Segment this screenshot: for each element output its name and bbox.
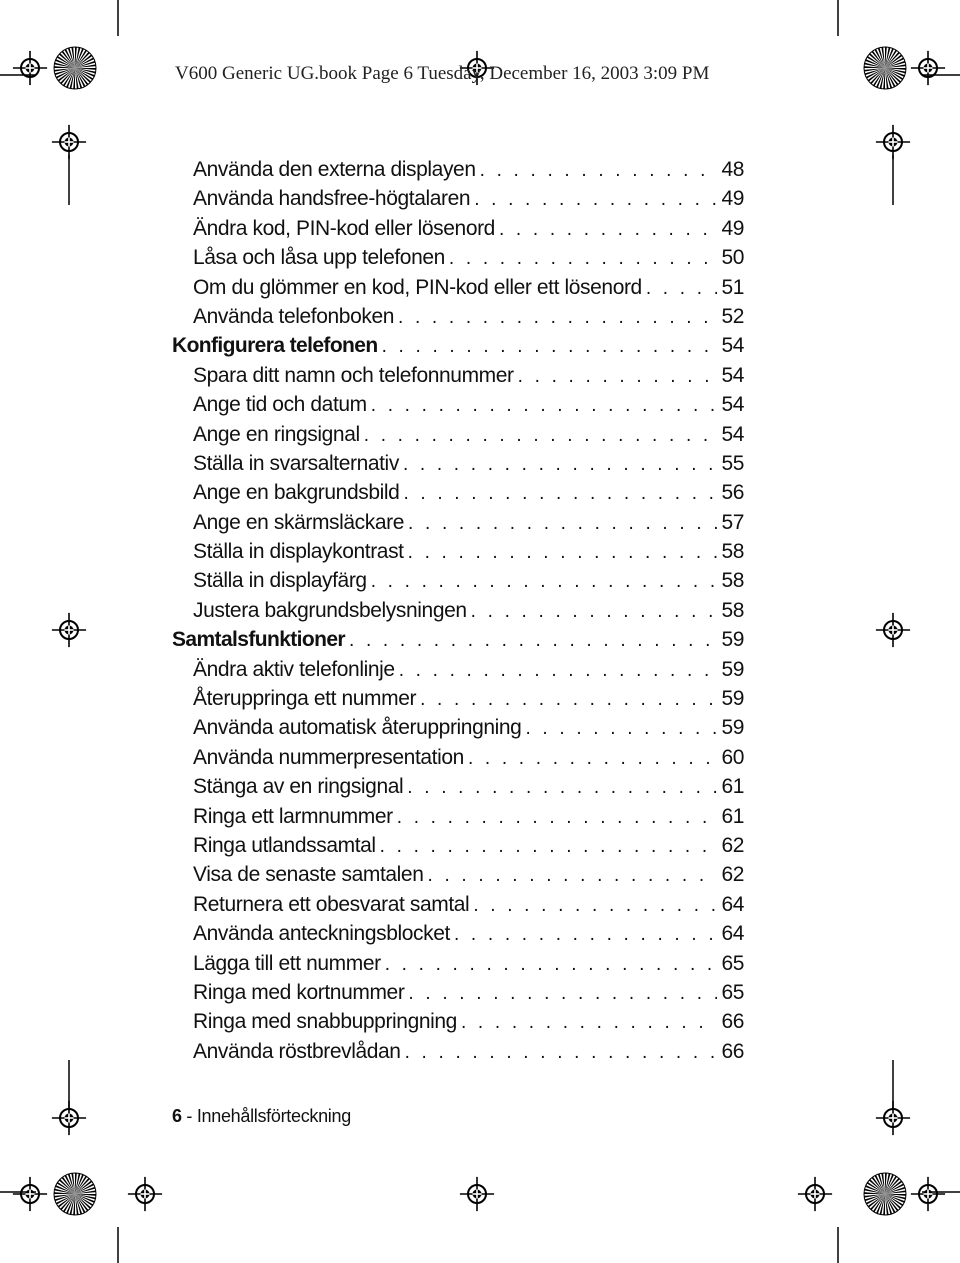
toc-entry-row[interactable] [172, 452, 744, 481]
dot-leader [371, 395, 718, 417]
toc-entry-title: Justera bakgrundsbelysningen [193, 598, 467, 622]
toc-entry-row[interactable] [172, 1010, 744, 1039]
toc-entry-row[interactable] [172, 393, 744, 422]
dot-leader [382, 336, 718, 358]
toc-entry-row[interactable] [172, 746, 744, 775]
toc-entry-title: Ändra aktiv telefonlinje [193, 657, 395, 681]
toc-entry-title: Låsa och låsa upp telefonen [193, 246, 445, 270]
toc-entry-row[interactable] [172, 423, 744, 452]
toc-entry-title: Visa de senaste samtalen [193, 863, 424, 887]
toc-entry-page: 48 [721, 158, 744, 181]
toc-entry-page: 59 [721, 716, 744, 740]
toc-entry-title: Spara ditt namn och telefonnummer [193, 363, 514, 387]
registration-mark-mid-right [876, 613, 910, 647]
dot-leader [405, 1042, 718, 1064]
registration-mark-bottom-left [13, 1177, 47, 1211]
toc-entry-row[interactable] [172, 805, 744, 834]
dot-leader [474, 189, 717, 211]
dot-leader [385, 954, 718, 976]
toc-entry-row[interactable] [172, 893, 744, 922]
toc-entry-title: Ange en skärmsläckare [193, 510, 405, 534]
toc-entry-title: Använda röstbrevlådan [193, 1039, 401, 1063]
toc-entry-page: 50 [721, 246, 744, 270]
dot-leader [518, 366, 718, 388]
dot-leader [525, 718, 717, 740]
toc-entry-title: Ange tid och datum [193, 393, 367, 417]
footer-section-title: Innehållsförteckning [196, 1106, 351, 1126]
toc-entry-row[interactable] [172, 952, 744, 981]
toc-entry-row[interactable] [172, 540, 744, 569]
star-target-bottom-right [864, 1173, 906, 1215]
toc-entry-row[interactable] [172, 364, 744, 393]
toc-entry-title: Lägga till ett nummer [193, 951, 381, 975]
dot-leader [646, 278, 718, 300]
toc-entry-page: 49 [721, 216, 744, 240]
toc-entry-page: 56 [721, 481, 744, 505]
registration-mark-lower-right [876, 1101, 910, 1135]
page-footer [172, 1106, 351, 1127]
toc-entry-title: Ringa med snabbuppringning [193, 1010, 457, 1034]
footer-page-number: 6 [172, 1106, 182, 1126]
toc-entry-page: 58 [721, 569, 744, 593]
toc-entry-row[interactable] [172, 1040, 744, 1069]
toc-entry-page: 59 [721, 628, 744, 652]
toc-entry-row[interactable] [172, 305, 744, 334]
star-target-bottom-left [54, 1173, 96, 1215]
toc-entry-title: Samtalsfunktioner [172, 628, 346, 652]
registration-mark-bottom-center [460, 1177, 494, 1211]
toc-entry-page: 64 [721, 922, 744, 946]
toc-entry-row[interactable] [172, 863, 744, 892]
toc-entry-title: Ändra kod, PIN-kod eller lösenord [193, 216, 495, 240]
dot-leader [473, 895, 717, 917]
toc-entry-title: Ställa in displaykontrast [193, 540, 404, 564]
star-target-top-right [864, 47, 906, 89]
dot-leader [397, 807, 718, 829]
toc-entry-page: 61 [721, 804, 744, 828]
toc-entry-page: 59 [721, 657, 744, 681]
registration-mark-lower-left [52, 1101, 86, 1135]
toc-entry-page: 51 [721, 275, 744, 299]
toc-entry-page: 66 [721, 1039, 744, 1063]
toc-entry-title: Ange en bakgrundsbild [193, 481, 400, 505]
toc-entry-page: 52 [721, 304, 744, 328]
dot-leader [428, 865, 718, 887]
registration-mark-top-left [13, 51, 47, 85]
toc-entry-title: Använda automatisk återuppringning [193, 716, 522, 740]
toc-entry-title: Ringa ett larmnummer [193, 804, 393, 828]
dot-leader [480, 160, 718, 182]
toc-entry-row[interactable] [172, 658, 744, 687]
toc-entry-page: 62 [721, 863, 744, 887]
dot-leader [403, 483, 717, 505]
toc-entry-title: Använda den externa displayen [193, 158, 476, 181]
registration-mark-upper-left [52, 125, 86, 159]
dot-leader [398, 307, 717, 329]
registration-mark-bottom-inner-right [798, 1177, 832, 1211]
toc-entry-row[interactable] [172, 716, 744, 745]
toc-entry-title: Ange en ringsignal [193, 422, 360, 446]
dot-leader [454, 924, 717, 946]
toc-section-row[interactable] [172, 334, 744, 363]
toc-entry-row[interactable] [172, 511, 744, 540]
toc-entry-row[interactable] [172, 981, 744, 1010]
registration-mark-mid-left [52, 613, 86, 647]
toc-entry-page: 54 [721, 422, 744, 446]
dot-leader [461, 1012, 717, 1034]
toc-entry-row[interactable] [172, 569, 744, 598]
dot-leader [408, 983, 717, 1005]
toc-entry-row[interactable] [172, 187, 744, 216]
toc-entry-row[interactable] [172, 775, 744, 804]
toc-entry-title: Använda handsfree-högtalaren [193, 187, 471, 211]
toc-entry-page: 66 [721, 1010, 744, 1034]
toc-entry-title: Återuppringa ett nummer [193, 687, 417, 711]
registration-mark-bottom-inner-left [128, 1177, 162, 1211]
toc-entry-page: 57 [721, 510, 744, 534]
toc-entry-row[interactable] [172, 217, 744, 246]
toc-entry-title: Ställa in svarsalternativ [193, 451, 399, 475]
toc-entry-title: Använda telefonboken [193, 304, 395, 328]
dot-leader [420, 689, 717, 711]
toc-entry-title: Ställa in displayfärg [193, 569, 367, 593]
toc-entry-page: 64 [721, 892, 744, 916]
star-target-top-left [54, 47, 96, 89]
dot-leader [399, 660, 718, 682]
dot-leader [403, 454, 718, 476]
registration-mark-upper-right [876, 125, 910, 159]
toc-entry-title: Ringa med kortnummer [193, 980, 405, 1004]
toc-entry-title: Returnera ett obesvarat samtal [193, 892, 470, 916]
toc-entry-page: 65 [721, 980, 744, 1004]
dot-leader [408, 542, 718, 564]
dot-leader [468, 748, 718, 770]
dot-leader [380, 836, 718, 858]
toc-entry-row[interactable] [172, 687, 744, 716]
toc-entry-page: 59 [721, 687, 744, 711]
toc-entry-page: 49 [721, 187, 744, 211]
dot-leader [407, 777, 717, 799]
toc-entry-page: 54 [721, 334, 744, 358]
table-of-contents [172, 158, 744, 1069]
dot-leader [471, 601, 718, 623]
toc-entry-page: 58 [721, 540, 744, 564]
dot-leader [449, 248, 718, 270]
toc-entry-row[interactable] [172, 481, 744, 510]
toc-entry-row[interactable] [172, 276, 744, 305]
toc-section-row[interactable] [172, 628, 744, 657]
toc-entry-page: 54 [721, 393, 744, 417]
toc-entry-page: 54 [721, 363, 744, 387]
toc-entry-row[interactable] [172, 834, 744, 863]
toc-entry-title: Om du glömmer en kod, PIN-kod eller ett lösenord [193, 275, 642, 299]
dot-leader [408, 513, 717, 535]
toc-entry-title: Använda nummerpresentation [193, 745, 464, 769]
toc-entry-row[interactable] [172, 599, 744, 628]
toc-entry-title: Ringa utlandssamtal [193, 833, 376, 857]
registration-mark-top-right [911, 51, 945, 85]
dot-leader [371, 571, 718, 593]
registration-mark-bottom-right [911, 1177, 945, 1211]
toc-entry-page: 55 [721, 451, 744, 475]
toc-entry-row[interactable] [172, 922, 744, 951]
dot-leader [349, 630, 717, 652]
toc-entry-page: 60 [721, 745, 744, 769]
toc-entry-title: Använda anteckningsblocket [193, 922, 450, 946]
dot-leader [364, 425, 718, 447]
footer-separator: - [181, 1106, 197, 1126]
toc-entry-page: 61 [721, 775, 744, 799]
toc-entry-row[interactable] [172, 246, 744, 275]
toc-entry-page: 65 [721, 951, 744, 975]
toc-entry-page: 62 [721, 833, 744, 857]
dot-leader [499, 219, 717, 241]
toc-entry-row[interactable] [172, 158, 744, 187]
toc-entry-title: Konfigurera telefonen [172, 334, 378, 358]
toc-entry-title: Stänga av en ringsignal [193, 775, 404, 799]
print-header: V600 Generic UG.book Page 6 Tuesday, December 16, 2003 3:09 PM [175, 63, 710, 84]
toc-entry-page: 58 [721, 598, 744, 622]
